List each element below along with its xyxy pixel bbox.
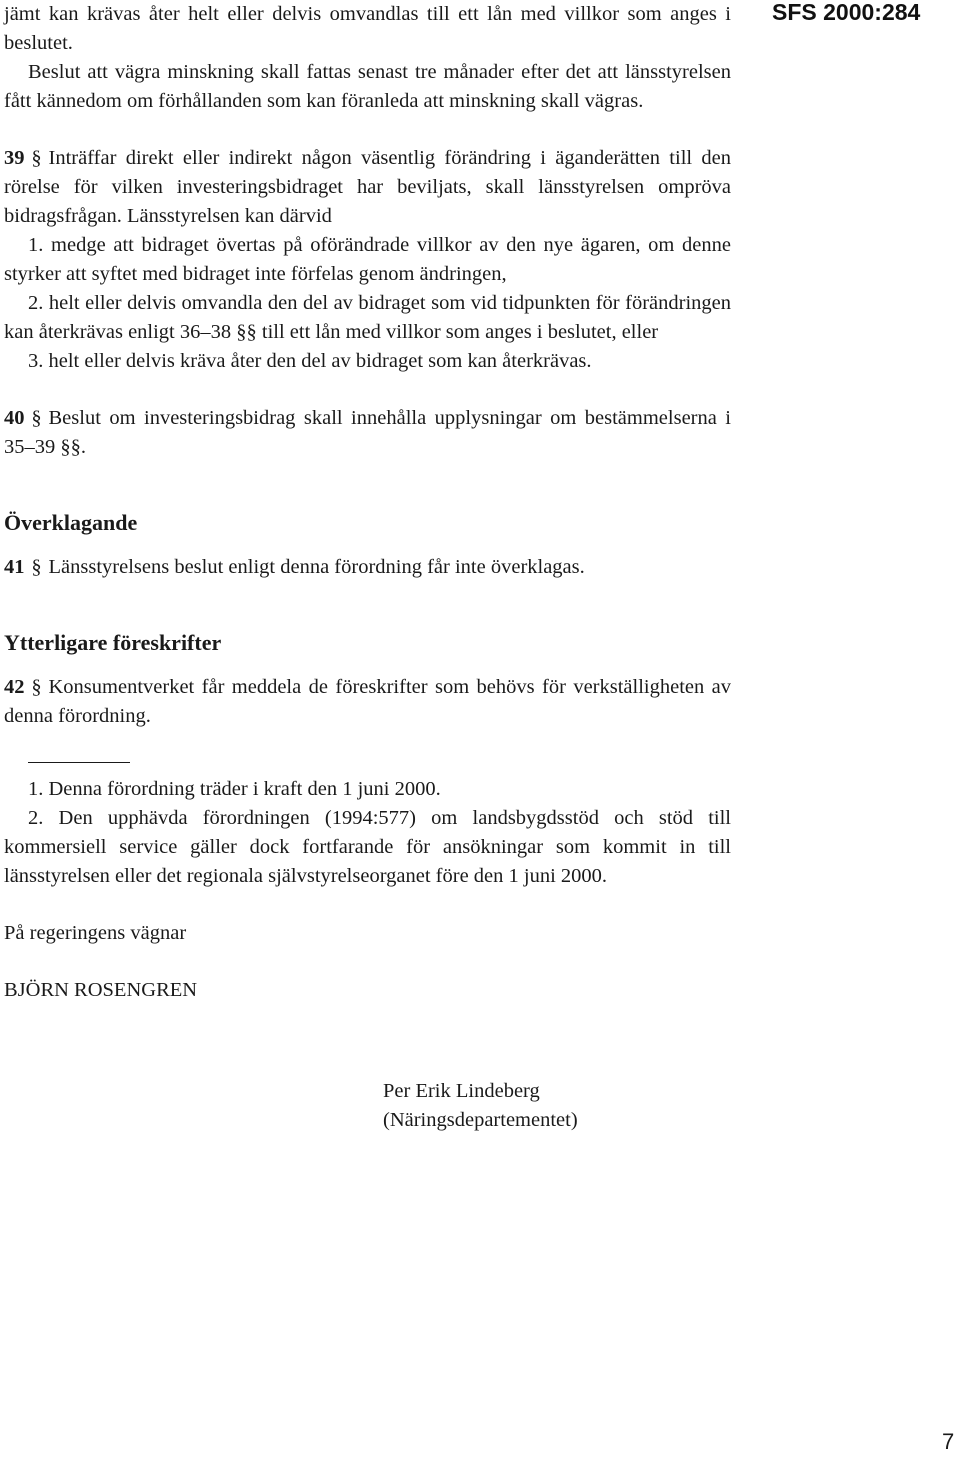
section-symbol: § bbox=[31, 676, 42, 698]
section-40-text bbox=[4, 404, 731, 462]
section-39 bbox=[4, 144, 731, 376]
section-39-item-1: 1. medge att bidraget övertas på oförändrade villkor av den nye ägaren, om denne styrker att syftet med bidraget inte förfelas genom ändringen, bbox=[4, 234, 731, 285]
section-42-text bbox=[4, 673, 731, 731]
section-39-body: Inträffar direkt eller indirekt någon väsentlig förändring i äganderätten till den rörelse för vilken investeringsbidraget har beviljats, skall länsstyrelsen ompröva bidragsfrågan. Länsstyrelsen kan därvid bbox=[4, 147, 731, 227]
section-41-number: 41 bbox=[4, 556, 25, 578]
minister-name: BJÖRN ROSENGREN bbox=[4, 979, 198, 1001]
sfs-number: SFS 2000:284 bbox=[772, 0, 921, 25]
section-39-number: 39 bbox=[4, 147, 25, 169]
section-symbol: § bbox=[31, 147, 42, 169]
section-42 bbox=[4, 673, 731, 731]
section-40 bbox=[4, 404, 731, 462]
section-39-text bbox=[4, 144, 731, 231]
section-symbol: § bbox=[31, 556, 42, 578]
section-39-item-2: 2. helt eller delvis omvandla den del av bidraget som vid tidpunkten för förändringen kan återkrävas enligt 36–38 §§ till ett lån med villkor som anges i beslutet, eller bbox=[4, 292, 731, 343]
official-signature bbox=[383, 1077, 578, 1135]
section-41-text bbox=[4, 553, 731, 582]
section-41-body: Länsstyrelsens beslut enligt denna förordning får inte överklagas. bbox=[48, 556, 585, 578]
paragraph-continued: jämt kan krävas åter helt eller delvis omvandlas till ett lån med villkor som anges i beslutet. bbox=[4, 3, 731, 54]
section-39-item-3: 3. helt eller delvis kräva åter den del av bidraget som kan återkrävas. bbox=[28, 350, 592, 372]
section-symbol: § bbox=[31, 407, 42, 429]
department-name: (Näringsdepartementet) bbox=[383, 1109, 578, 1131]
separator-rule bbox=[28, 762, 130, 763]
section-42-number: 42 bbox=[4, 676, 25, 698]
official-name: Per Erik Lindeberg bbox=[383, 1080, 540, 1102]
section-40-body: Beslut om investeringsbidrag skall innehålla upplysningar om bestämmelserna i 35–39 §§. bbox=[4, 407, 731, 458]
body-text bbox=[4, 0, 731, 1005]
paragraph-beslut: Beslut att vägra minskning skall fattas senast tre månader efter det att länsstyrelsen fått kännedom om förhållanden som kan föranleda att minskning skall vägras. bbox=[4, 61, 731, 112]
transition-item-1: 1. Denna förordning träder i kraft den 1 juni 2000. bbox=[28, 778, 441, 800]
heading-ytterligare-foreskrifter: Ytterligare föreskrifter bbox=[4, 630, 222, 655]
section-41 bbox=[4, 553, 731, 582]
transition-item-2: 2. Den upphävda förordningen (1994:577) om landsbygdsstöd och stöd till kommersiell service gäller dock fortfarande för ansökningar som kommit in till länsstyrelsen eller det regionala självstyrelseorganet före den 1 juni 2000. bbox=[4, 807, 731, 887]
section-40-number: 40 bbox=[4, 407, 25, 429]
page-number: 7 bbox=[942, 1429, 955, 1454]
on-behalf-line: På regeringens vägnar bbox=[4, 922, 187, 944]
section-42-body: Konsumentverket får meddela de föreskrifter som behövs för verkställigheten av denna förordning. bbox=[4, 676, 731, 727]
heading-overklagande: Överklagande bbox=[4, 510, 138, 535]
